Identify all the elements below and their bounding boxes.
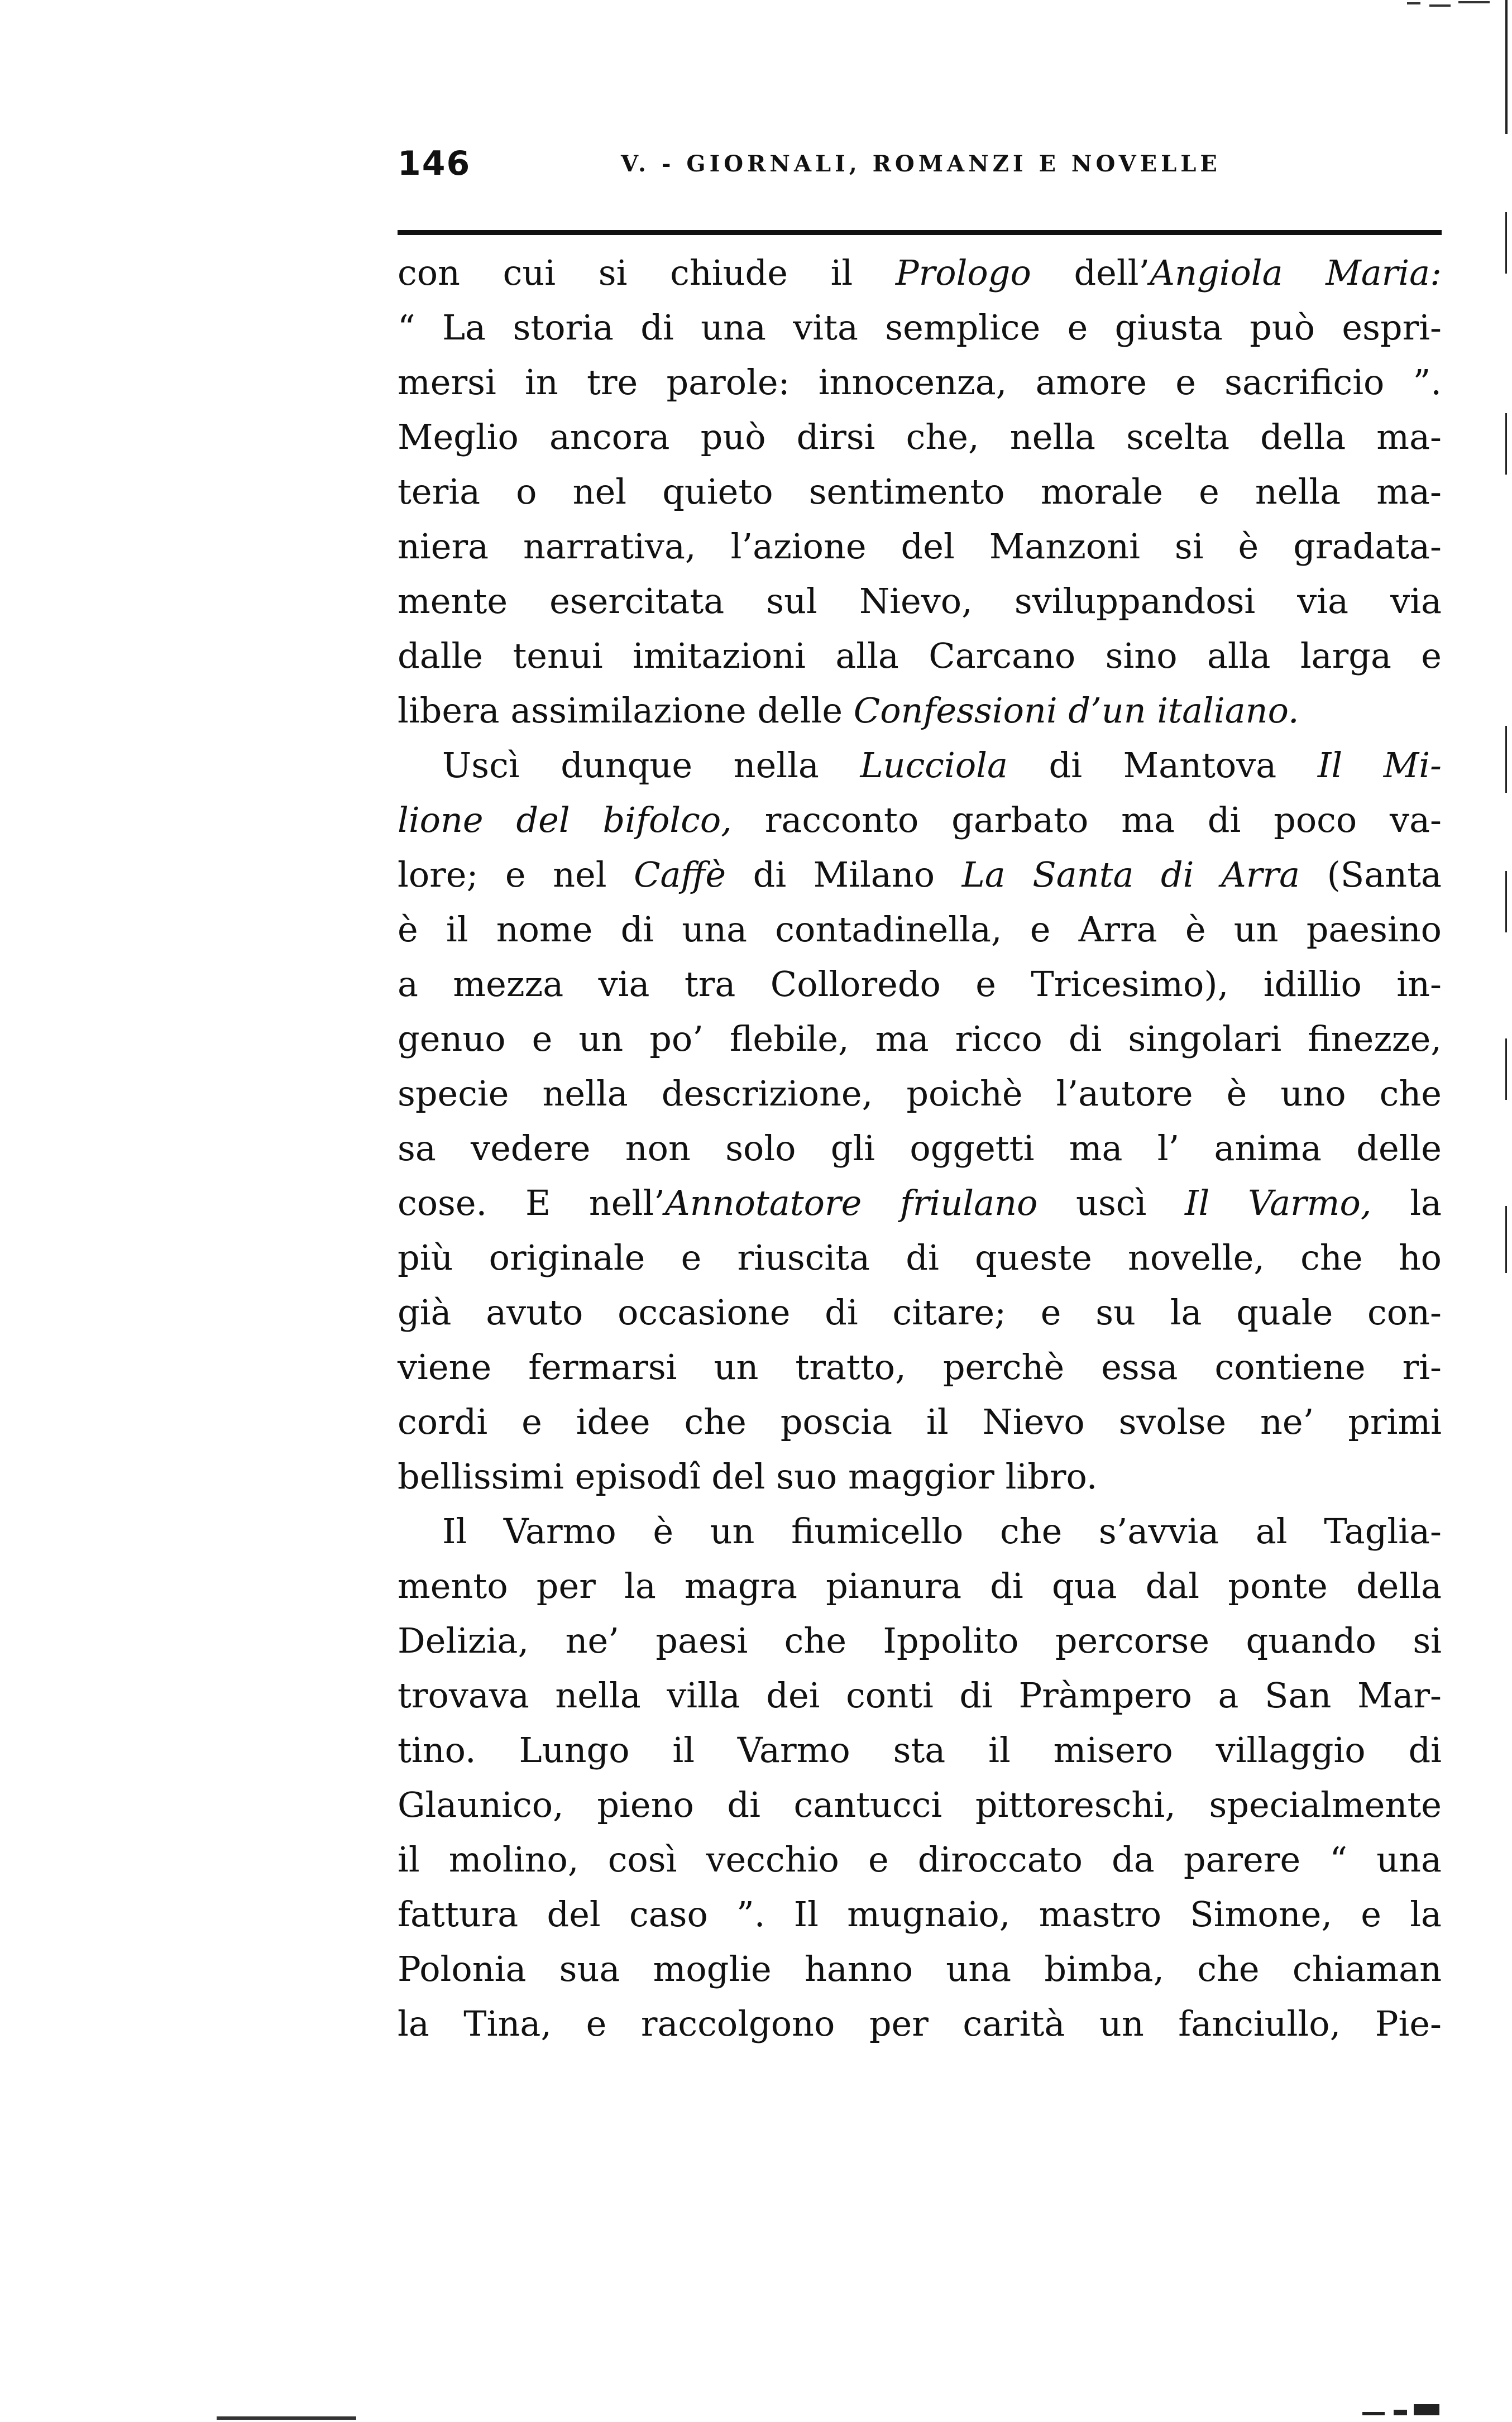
scan-edge-line xyxy=(1505,1038,1507,1100)
text-line xyxy=(398,793,1442,848)
scan-bottom-mark xyxy=(217,2416,356,2420)
text-segment: Uscì dunque nella xyxy=(442,745,860,786)
text-segment: bellissimi episodî del suo maggior libro. xyxy=(398,1456,1098,1497)
text-segment: con cui si chiude il xyxy=(398,252,896,293)
text-segment: è il nome di una contadinella, e Arra è un paesino xyxy=(398,909,1442,950)
text-segment: di Milano xyxy=(726,854,962,895)
text-line xyxy=(398,738,1442,793)
text-segment: libera assimilazione delle xyxy=(398,690,854,731)
text-segment: trovava nella villa dei conti di Pràmpero a San Mar- xyxy=(398,1675,1442,1716)
header-rule xyxy=(398,230,1442,235)
text-line xyxy=(398,1395,1442,1449)
text-line xyxy=(398,848,1442,902)
text-segment: Glaunico, pieno di cantucci pittoreschi, specialmente xyxy=(398,1784,1442,1825)
text-line xyxy=(398,629,1442,683)
text-line xyxy=(398,1997,1442,2051)
scan-corner-mark xyxy=(1407,0,1496,10)
text-segment: dalle tenui imitazioni alla Carcano sino alla larga e xyxy=(398,635,1442,676)
text-line xyxy=(398,1887,1442,1942)
text-segment: tino. Lungo il Varmo sta il misero villaggio di xyxy=(398,1730,1442,1770)
text-line xyxy=(398,519,1442,574)
scan-bottom-blot xyxy=(1362,2403,1446,2415)
text-line xyxy=(398,574,1442,629)
page-header xyxy=(398,144,1442,189)
text-segment: la Tina, e raccolgono per carità un fanciullo, Pie- xyxy=(398,2003,1442,2044)
scan-edge-line xyxy=(1505,726,1507,793)
italic-text: Annotatore friulano xyxy=(664,1183,1038,1223)
text-line xyxy=(398,1012,1442,1066)
text-segment: di Mantova xyxy=(1007,745,1318,786)
scan-edge-line xyxy=(1505,871,1507,932)
italic-text: Il Varmo, xyxy=(1185,1183,1372,1223)
scan-edge-line xyxy=(1505,413,1507,475)
text-segment: “ La storia di una vita semplice e giusta può espri- xyxy=(398,307,1442,348)
text-line xyxy=(398,683,1442,738)
italic-text: Confessioni d’un italiano. xyxy=(853,690,1299,731)
text-line xyxy=(398,1066,1442,1121)
italic-text: Angiola Maria: xyxy=(1150,252,1442,293)
text-segment: Il Varmo è un fiumicello che s’avvia al Taglia- xyxy=(442,1511,1442,1552)
text-line xyxy=(398,410,1442,465)
text-line xyxy=(398,1778,1442,1832)
text-line xyxy=(398,300,1442,355)
text-segment: (Santa xyxy=(1300,854,1442,895)
text-segment: racconto garbato ma di poco va- xyxy=(731,800,1442,840)
text-segment: specie nella descrizione, poichè l’autore è uno che xyxy=(398,1073,1442,1114)
text-segment: più originale e riuscita di queste novelle, che ho xyxy=(398,1237,1442,1278)
text-line xyxy=(398,1285,1442,1340)
scan-edge-line xyxy=(1505,0,1508,134)
text-segment: mersi in tre parole: innocenza, amore e sacrificio ”. xyxy=(398,362,1442,403)
text-line xyxy=(398,1504,1442,1559)
text-line xyxy=(398,1614,1442,1668)
body-text xyxy=(398,246,1442,2051)
text-line xyxy=(398,1942,1442,1997)
text-segment: viene fermarsi un tratto, perchè essa contiene ri- xyxy=(398,1347,1442,1387)
text-segment: Meglio ancora può dirsi che, nella scelta della ma- xyxy=(398,417,1442,457)
running-head: V. - GIORNALI, ROMANZI E NOVELLE xyxy=(621,151,1221,177)
text-segment: teria o nel quieto sentimento morale e nella ma- xyxy=(398,471,1442,512)
text-line xyxy=(398,1231,1442,1285)
text-line xyxy=(398,1559,1442,1614)
italic-text: lione del bifolco, xyxy=(398,800,732,840)
text-segment: mento per la magra pianura di qua dal ponte della xyxy=(398,1566,1442,1606)
text-segment: Delizia, ne’ paesi che Ippolito percorse quando si xyxy=(398,1620,1442,1661)
text-line xyxy=(398,1121,1442,1176)
text-segment: uscì xyxy=(1037,1183,1185,1223)
scan-edge-line xyxy=(1505,212,1507,274)
text-line xyxy=(398,1340,1442,1395)
text-line xyxy=(398,246,1442,300)
text-segment: a mezza via tra Colloredo e Tricesimo), idillio in- xyxy=(398,964,1442,1004)
text-segment: genuo e un po’ flebile, ma ricco di singolari finezze, xyxy=(398,1018,1442,1059)
text-segment: Polonia sua moglie hanno una bimba, che chiaman xyxy=(398,1949,1442,1989)
text-segment: dell’ xyxy=(1031,252,1150,293)
text-segment: cordi e idee che poscia il Nievo svolse ne’ primi xyxy=(398,1401,1442,1442)
text-line xyxy=(398,1723,1442,1778)
italic-text: Lucciola xyxy=(860,745,1008,786)
scan-edge-line xyxy=(1505,1206,1507,1273)
text-segment: cose. E nell’ xyxy=(398,1183,665,1223)
italic-text: La Santa di Arra xyxy=(961,854,1300,895)
text-segment: niera narrativa, l’azione del Manzoni si è gradata- xyxy=(398,526,1442,567)
text-line xyxy=(398,465,1442,519)
text-segment: già avuto occasione di citare; e su la quale con- xyxy=(398,1292,1442,1333)
italic-text: Il Mi- xyxy=(1317,745,1442,786)
text-line xyxy=(398,1668,1442,1723)
text-line xyxy=(398,1832,1442,1887)
text-line xyxy=(398,902,1442,957)
text-line xyxy=(398,1176,1442,1231)
text-segment: mente esercitata sul Nievo, sviluppandosi via via xyxy=(398,581,1442,621)
italic-text: Prologo xyxy=(895,252,1031,293)
text-line xyxy=(398,957,1442,1012)
text-line xyxy=(398,355,1442,410)
text-segment: il molino, così vecchio e diroccato da parere “ una xyxy=(398,1839,1442,1880)
text-segment: sa vedere non solo gli oggetti ma l’ anima delle xyxy=(398,1128,1442,1169)
italic-text: Caffè xyxy=(634,854,726,895)
text-segment: la xyxy=(1371,1183,1442,1223)
text-segment: fattura del caso ”. Il mugnaio, mastro Simone, e la xyxy=(398,1894,1442,1935)
page-number: 146 xyxy=(398,144,471,183)
text-segment: lore; e nel xyxy=(398,854,634,895)
text-line xyxy=(398,1449,1442,1504)
